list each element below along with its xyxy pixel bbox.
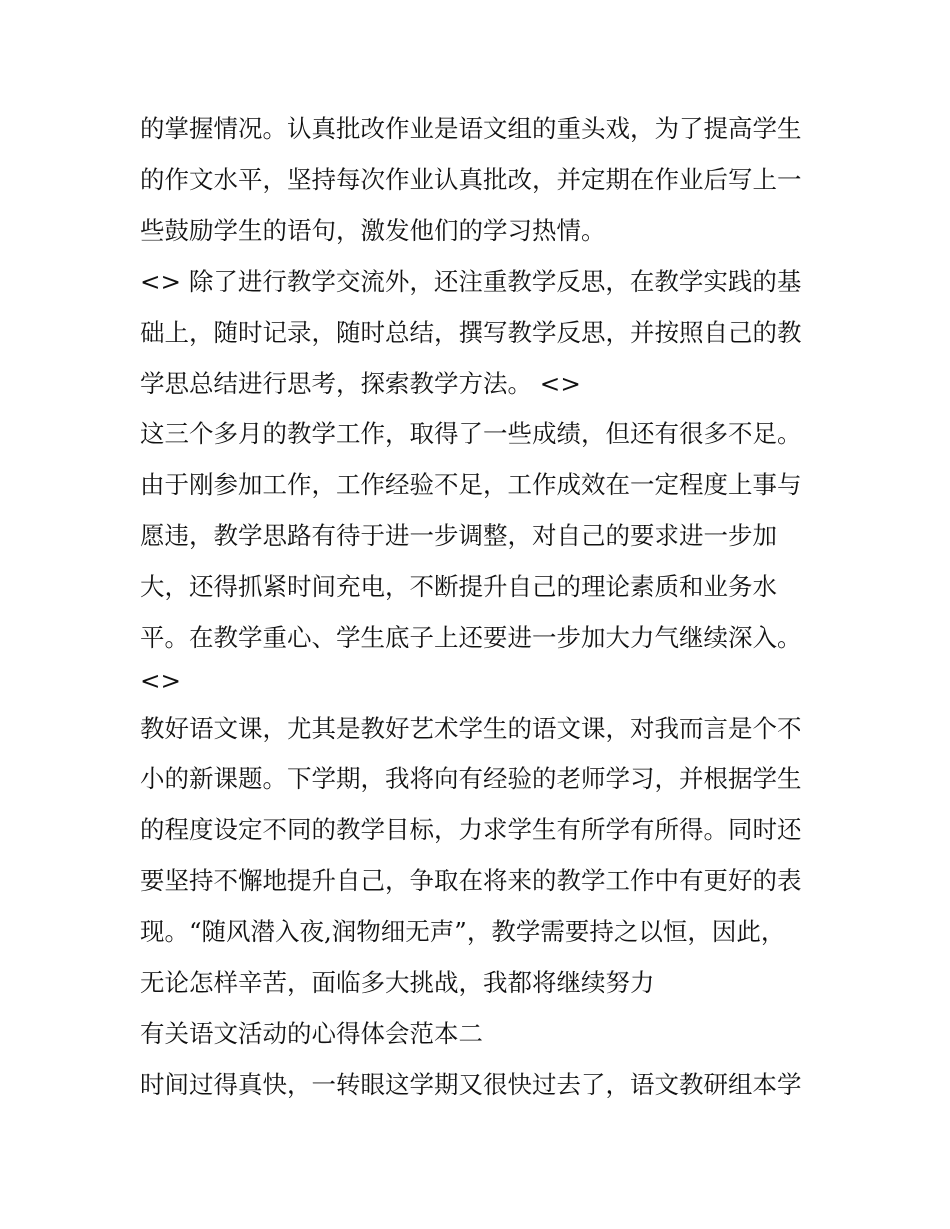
text-line: 的程度设定不同的教学目标，力求学生有所学有所得。同时还 bbox=[140, 815, 802, 844]
text-line: 时间过得真快，一转眼这学期又很快过去了，语文教研组本学 bbox=[140, 1070, 802, 1099]
text-line: 教好语文课，尤其是教好艺术学生的语文课，对我而言是个不 bbox=[140, 714, 802, 743]
text-line: 这三个多月的教学工作，取得了一些成绩，但还有很多不足。 bbox=[140, 419, 802, 448]
text-line: 小的新课题。下学期，我将向有经验的老师学习，并根据学生 bbox=[140, 764, 802, 793]
text-line: 些鼓励学生的语句，激发他们的学习热情。 bbox=[140, 216, 606, 245]
text-line: 学思总结进行思考，探索教学方法。 <> bbox=[140, 369, 581, 398]
text-line: 平。在教学重心、学生底子上还要进一步加大力气继续深入。 bbox=[140, 623, 802, 652]
text-line: 大，还得抓紧时间充电，不断提升自己的理论素质和业务水 bbox=[140, 572, 777, 601]
text-line: <> bbox=[140, 666, 182, 695]
section-heading: 有关语文活动的心得体会范本二 bbox=[140, 1019, 483, 1048]
text-line: 础上，随时记录，随时总结，撰写教学反思，并按照自己的教 bbox=[140, 318, 802, 347]
text-line: 要坚持不懈地提升自己，争取在将来的教学工作中有更好的表 bbox=[140, 866, 802, 895]
text-line: 现。“随风潜入夜,润物细无声”，教学需要持之以恒，因此， bbox=[140, 917, 786, 946]
text-line: 由于刚参加工作，工作经验不足，工作成效在一定程度上事与 bbox=[140, 470, 802, 499]
text-line: 的掌握情况。认真批改作业是语文组的重头戏，为了提高学生 bbox=[140, 114, 802, 143]
text-line: <> 除了进行教学交流外，还注重教学反思，在教学实践的基 bbox=[140, 267, 802, 296]
text-line: 愿违，教学思路有待于进一步调整，对自己的要求进一步加 bbox=[140, 521, 777, 550]
text-line: 的作文水平，坚持每次作业认真批改，并定期在作业后写上一 bbox=[140, 165, 802, 194]
text-line: 无论怎样辛苦，面临多大挑战，我都将继续努力 bbox=[140, 968, 655, 997]
